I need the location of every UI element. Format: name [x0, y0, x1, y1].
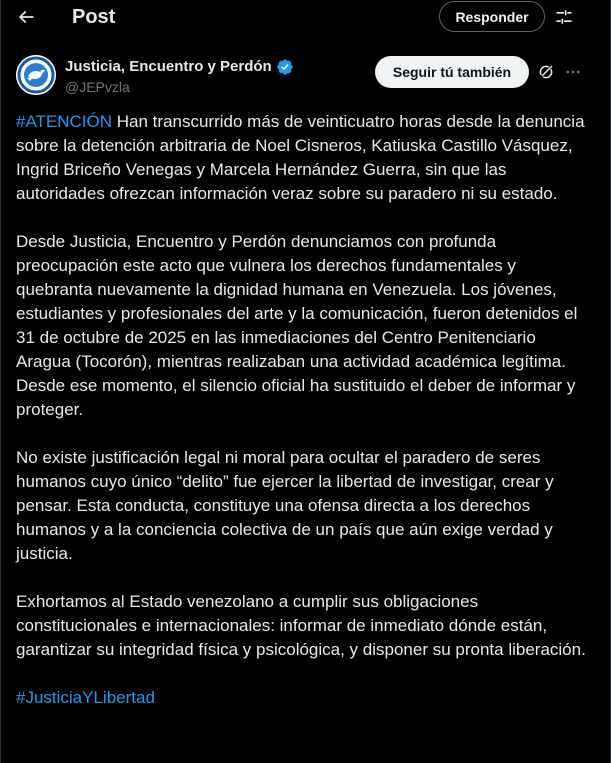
dove-logo-icon [16, 55, 56, 95]
follow-button[interactable]: Seguir tú también [375, 56, 529, 88]
back-button[interactable] [9, 0, 43, 34]
author-name-row[interactable] [65, 57, 294, 77]
verified-badge-icon [276, 58, 294, 76]
post-text [16, 110, 591, 734]
more-horizontal-icon [564, 63, 582, 81]
avatar[interactable] [16, 55, 56, 95]
post-paragraph-2: Desde Justicia, Encuentro y Perdón denunciamos con profunda preocupación este acto que vulnera los derechos fundamentales y quebranta nuevamente la dignidad humana en Venezuela. Los jóvenes, estudiantes y profesionales del arte y la comunicación, fueron detenidos el 31 de octubre de 2025 en las inmediaciones del Centro Penitenciario Aragua (Tocorón), mientras realizaban una actividad académica legítima. Desde ese momento, el silencio oficial ha sustituido el deber de informar y proteger. [16, 232, 578, 419]
grok-button[interactable] [536, 62, 556, 82]
post-paragraph-1 [16, 110, 591, 206]
more-options-button[interactable] [563, 62, 583, 82]
post-paragraph-5 [16, 686, 591, 710]
post-paragraph-1-text: Han transcurrido más de veinticuatro horas desde la denuncia sobre la detención arbitraria de Noel Cisneros, Katiuska Castillo Vásquez, Ingrid Briceño Venegas y Marcela Hernández Guerra, sin que las autoridades ofrezcan información veraz sobre su paradero ni su estado. [16, 112, 585, 203]
top-bar [1, 0, 610, 35]
filter-button[interactable] [551, 4, 577, 30]
arrow-left-icon [16, 7, 36, 27]
sliders-icon [554, 7, 574, 27]
post-paragraph-3: No existe justificación legal ni moral para ocultar el paradero de seres humanos cuyo único “delito” fue ejercer la libertad de investigar, crear y pensar. Esta conducta, constituye una ofensa directa a los derechos humanos y a la conciencia colectiva de un país que aún exige verdad y justicia. [16, 448, 554, 563]
page-title: Post [72, 6, 116, 28]
post-paragraph-4: Exhortamos al Estado venezolano a cumplir sus obligaciones constitucionales e internacionales: informar de inmediato dónde están, garantizar su integridad física y psicológica, y disponer su pronta liberación. [16, 592, 586, 659]
author-handle[interactable]: @JEPvzla [65, 79, 130, 95]
reply-button[interactable]: Responder [439, 1, 545, 32]
hashtag-justicia-libertad-link[interactable]: #JusticiaYLibertad [16, 688, 155, 707]
grok-icon [537, 63, 555, 81]
author-name[interactable]: Justicia, Encuentro y Perdón [65, 58, 272, 75]
hashtag-atencion-link[interactable]: #ATENCIÓN [16, 112, 113, 131]
